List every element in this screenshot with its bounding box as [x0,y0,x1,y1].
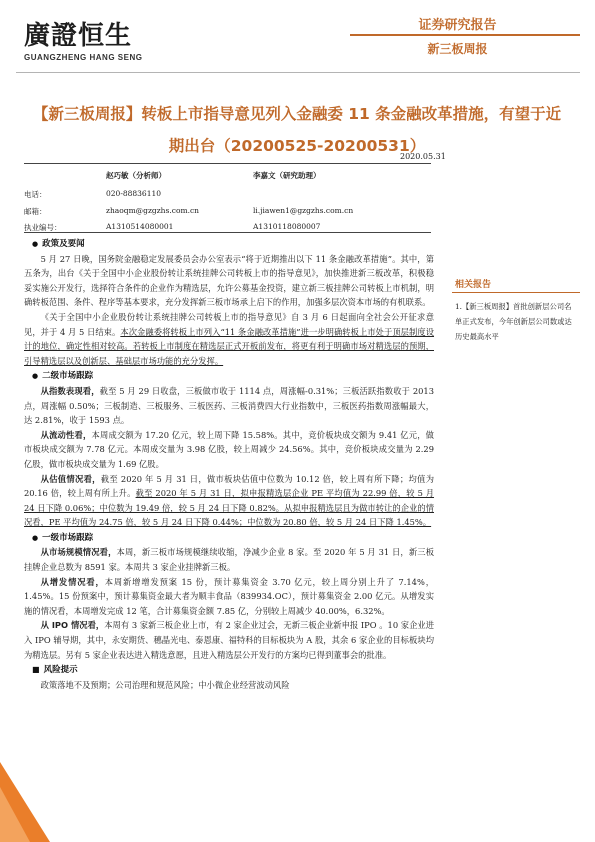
report-header [340,14,575,56]
ipo-paragraph: 从 IPO 情况看，本周有 3 家新三板企业上市，有 2 家企业过会，无新三板企业新申报 IPO 。10 家企业进入 IPO 辅导期，其中，永安期货、穗晶光电、泰恩康、福特科的目标板块为 A 股，其余 6 家企业的目标板块均为精选层。另有 5 家企业表达进入精选意愿，且进入精选层公开发行的方案均已得到董事会的批准。 [24,620,434,660]
section-heading-primary: ● 一级市场跟踪 [32,532,94,543]
report-type: 证券研究报告 [418,18,497,33]
top-divider [16,72,580,73]
bullet-icon: ● [32,533,39,542]
risk-paragraph: 政策落地不及预期；公司治理和规范风险；中小微企业经营波动风险 [40,679,290,690]
policy-paragraph-1: 5 月 27 日晚，国务院金融稳定发展委员会办公室表示“将于近期推出以下 11 条金融改革措施”。其中，第五条为，出台《关于全国中小企业股份转让系统挂牌公司转板上市的指导意见》，加快推进新三板改革，积极稳妥实施公开发行，选择符合条件的企业作为精选层，允许公募基金投资，建立新三板挂牌公司转板上市机制，明确转板范围、条件、程序等基本要求，充分发挥新三板市场承上启下的作用，加强多层次资本市场的有机联系。 [24,253,434,308]
email-label: 邮箱： [24,207,47,216]
index-paragraph: 从指数表现看，截至 5 月 29 日收盘，三板做市收于 1114 点，周涨幅-0.31%；三板活跃指数收于 2013 点，周涨幅 0.50%；三板制造、三板服务、三板医药、三板消费四大行业指数中，三板医药指数周涨幅最大，达 2.81%，收于 1593 点。 [24,385,434,426]
analyst-license: A1310514080001 [106,222,174,231]
related-report-item[interactable]: 1.【新三板周报】首批创新层公司名单正式发布，今年创新层公司数或达历史最高水平 [455,302,572,342]
assistant-name: 李嘉文（研究助理） [253,171,321,180]
fundraising-paragraph: 从增发情况看，本周新增增发预案 15 份，预计募集资金 3.70 亿元，较上周分别上升了 7.14%，1.45%。15 份预案中，预计募集资金最大者为顺丰食品（839934.OC），预计募集资金 2.00 亿元。从增发实施的情况看，本周增发完成 12 笔，合计募集资金额 7.85 亿，分别较上周减少 40.00%，6.32%。 [24,576,434,616]
analyst-email[interactable]: zhaoqm@gzgzhs.com.cn [106,206,199,215]
license-label: 执业编号： [24,223,62,232]
report-body [24,236,434,692]
related-reports-divider [452,292,580,293]
section-heading-risk: ■ 风险提示 [32,665,78,676]
logo-english: GUANGZHENG HANG SENG [24,53,143,62]
section-heading-secondary: ● 二级市场跟踪 [32,371,94,382]
bullet-icon: ● [32,240,39,248]
header-divider [350,34,580,36]
related-reports-title: 相关报告 [455,280,492,290]
policy-paragraph-2: 《关于全国中小企业股份转让系统挂牌公司转板上市的指导意见》自 3 月 6 日起面向全社会公开征求意见，并于 4 月 5 日结束。本次金融委将转板上市列入“11 条金融改革措施”进一步明确转板上市处于顶层制度设计的地位，确定性相对较高。若转板上市制度在精选层正式开板前发布，将更有利于明确市场对精选层的预期，引导精选层以及创新层、基础层市场功能的充分发挥。 [24,311,435,366]
author-table-top-rule [24,163,431,164]
liquidity-paragraph: 从流动性看，本周成交额为 17.20 亿元，较上周下降 15.58%。其中，竞价板块成交额为 9.41 亿元，做市板块成交额为 7.78 亿元。本周成交量为 3.98 亿股，较上周减少 24.56%。其中，竞价板块成交量为 2.29 亿股，做市板块成交量为 1.69 亿股。 [24,429,434,469]
scale-paragraph: 从市场规模情况看，本周，新三板市场规模继续收缩，净减少企业 8 家。至 2020 年 5 月 31 日，新三板挂牌企业总数为 8591 家。本周共 3 家企业挂牌新三板。 [24,547,434,573]
report-series: 新三板周报 [427,42,488,56]
analyst-phone: 020-88836110 [106,189,162,198]
report-title: 【新三板周报】转板上市指导意见列入金融委 11 条金融改革措施，有望于近期出台（20200525-20200531） [32,105,562,155]
bullet-icon: ● [32,372,39,381]
analyst-name: 赵巧敏（分析师） [106,171,166,180]
report-date: 2020.05.31 [400,152,446,161]
corner-decoration-inner [0,787,30,842]
valuation-paragraph: 从估值情况看，截至 2020 年 5 月 31 日，做市板块估值中位数为 10.12 倍，较上周有所下降；均值为 20.16 倍，较上周有所上升。截至 2020 年 5 月 31 日，拟申报精选层企业 PE 平均值为 22.99 倍，较 5 月 24 日下降 0.06%；中位数为 19.49 倍，较 5 月 24 日下降 0.82%。从拟申报精选层且为做市转让的企业的情况看，PE 平均值为 24.75 倍，较 5 月 24 日下降 0.44%；中位数为 20.80 倍，较 5 月 24 日下降 1.45%。 [24,473,435,528]
assistant-license: A1310118080007 [253,222,321,231]
company-logo [24,22,142,62]
section-heading-policy: ● 政策及要闻 [32,239,85,249]
assistant-email[interactable]: li.jiawen1@gzgzhs.com.cn [253,206,354,215]
author-table-bottom-rule [24,232,431,233]
logo-chinese: 廣證恒生 [24,21,133,51]
square-bullet-icon: ■ [32,665,40,675]
phone-label: 电话： [24,190,47,199]
